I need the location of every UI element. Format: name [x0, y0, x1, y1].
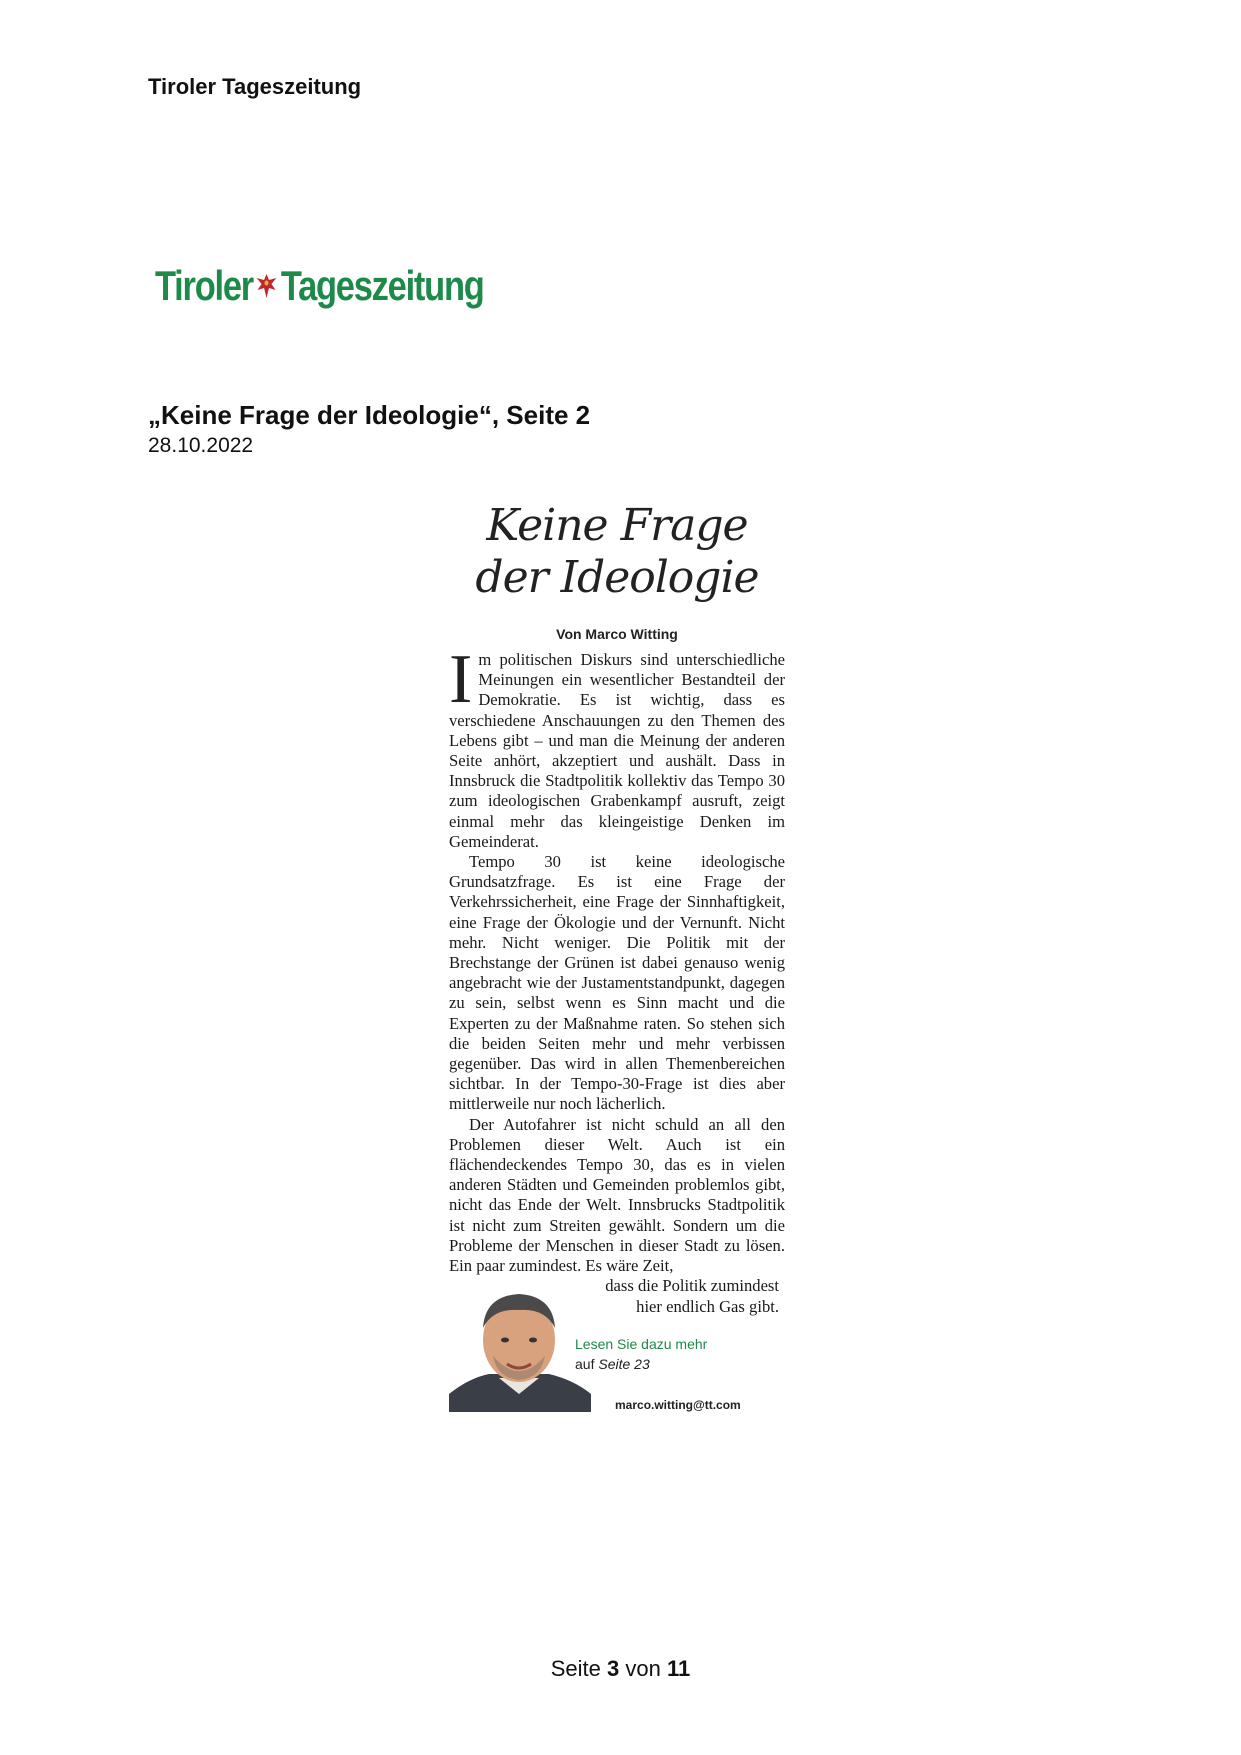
- read-more-line1: Lesen Sie dazu mehr: [575, 1336, 708, 1353]
- clipping-title-line1: Keine Frage: [486, 500, 748, 551]
- logo-word-right: Tageszeitung: [280, 262, 484, 309]
- body-paragraph-3: Der Autofahrer ist nicht schuld an all den Problemen dieser Welt. Auch ist ein flächendeckendes Tempo 30, das es in vielen anderen Städten und Gemeinden problemlos gibt, nicht das Ende der Welt. Innsbrucks Stadtpolitik ist nicht zum Streiten gewählt. Sondern um die Probleme der Menschen in dieser Stadt zu lösen. Ein paar zumindest. Es wäre Zeit,: [449, 1114, 785, 1276]
- clipping-title-line2: der Ideologie: [475, 552, 759, 603]
- page-total: 11: [667, 1656, 691, 1681]
- eagle-icon: [255, 271, 280, 301]
- clipping-body: [449, 641, 785, 1276]
- closing-line-1: dass die Politik zumindest: [605, 1276, 779, 1296]
- clipping-author: Von Marco Witting: [556, 626, 678, 642]
- page-current: 3: [607, 1656, 620, 1681]
- newspaper-logo: [155, 262, 484, 310]
- paragraph1-text: m politischen Diskurs sind unterschiedliche Meinungen ein wesentlicher Bestandteil der Demokratie. Es ist wichtig, dass es verschiedene Anschauungen zu den Themen des Lebens gibt – und man die Meinung der anderen Seite anhört, akzeptiert und aushält. Dass in Innsbruck die Stadtpolitik kollektiv das Tempo 30 zum ideologischen Grabenkampf ausruft, zeigt einmal mehr das kleingeistige Denken im Gemeinderat.: [449, 650, 785, 851]
- article-headline: „Keine Frage der Ideologie“, Seite 2: [148, 400, 591, 430]
- clipping-footer: [449, 1278, 785, 1418]
- read-more-page: Seite 23: [598, 1356, 650, 1373]
- body-paragraph-1: [449, 641, 785, 852]
- article-date: 28.10.2022: [148, 434, 254, 457]
- read-more-prefix: auf: [575, 1356, 599, 1373]
- page-separator: von: [625, 1656, 661, 1681]
- logo-word-left: Tiroler: [155, 262, 253, 309]
- author-email: marco.witting@tt.com: [615, 1398, 741, 1413]
- source-header: Tiroler Tageszeitung: [148, 74, 362, 99]
- closing-line-2: hier endlich Gas gibt.: [636, 1296, 779, 1316]
- newspaper-clipping: [449, 500, 785, 1505]
- page-number: [0, 1656, 1241, 1682]
- body-paragraph-2: Tempo 30 ist keine ideologische Grundsatzfrage. Es ist eine Frage der Verkehrssicherheit, eine Frage der Sinnhaftigkeit, eine Frage der Ökologie und der Vernunft. Nicht mehr. Nicht weniger. Die Politik mit der Brechstange der Grünen ist dabei genauso wenig angebracht wie der Justamentstandpunkt, dagegen zu sein, selbst wenn es Sinn macht und die Experten zu der Maßnahme raten. So stehen sich die beiden Seiten mehr und mehr verbissen gegenüber. Das wird in allen Themenbereichen sichtbar. In der Tempo-30-Frage ist dies aber mittlerweile nur noch lächerlich.: [449, 852, 785, 1114]
- page-label: Seite: [550, 1656, 601, 1681]
- read-more-line2: [575, 1356, 650, 1372]
- closing-lines: [549, 1276, 779, 1316]
- clipping-title: [449, 500, 785, 604]
- dropcap: I: [449, 641, 473, 718]
